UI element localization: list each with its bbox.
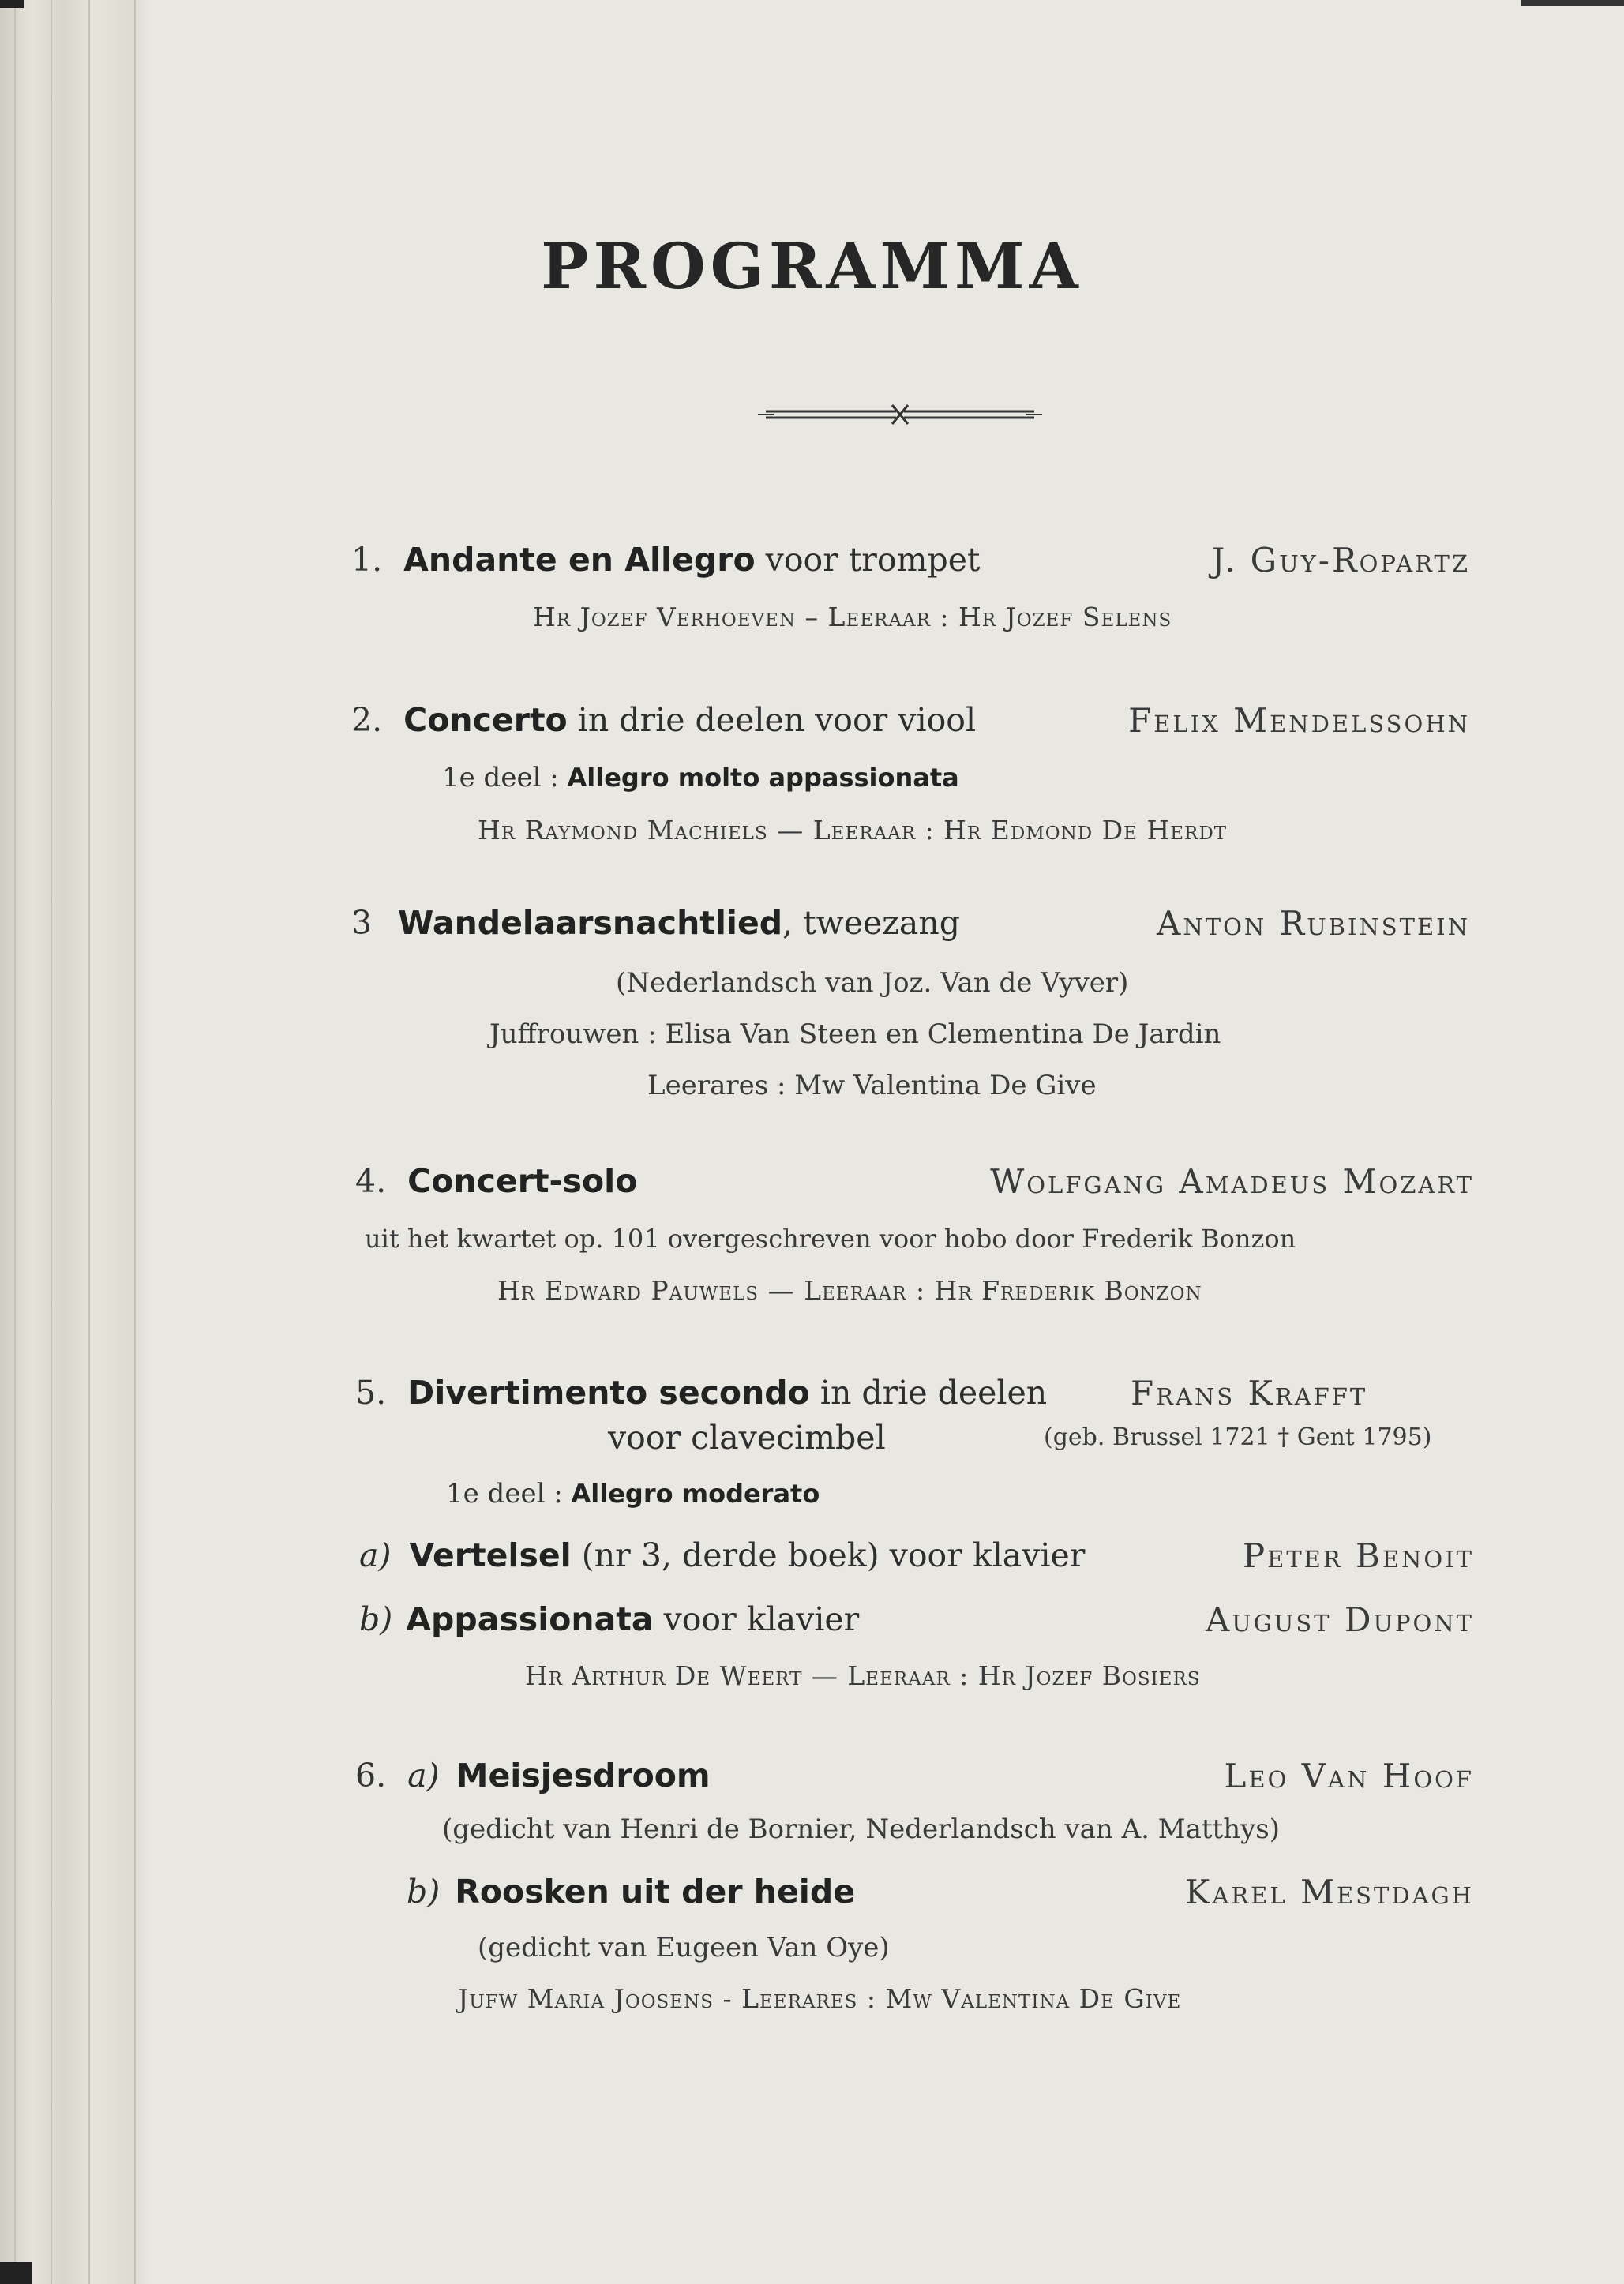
scan-corner (1521, 0, 1624, 6)
arrangement-note: uit het kwartet op. 101 overgeschreven voor hobo door Frederik Bonzon (365, 1224, 1296, 1254)
scan-corner (0, 2262, 32, 2284)
piece-description: voor klavier (653, 1600, 860, 1638)
item-number: 4. (355, 1162, 387, 1200)
piece-title: Vertelsel (409, 1536, 572, 1574)
composer-name: August Dupont (1205, 1600, 1474, 1639)
movement-title: Allegro molto appassionata (567, 763, 959, 793)
sub-item-5a (359, 1536, 1085, 1574)
composer-name: J. Guy-Ropartz (1211, 541, 1470, 579)
page-edge-line (88, 0, 90, 2284)
piece-description: in drie deelen (809, 1374, 1048, 1412)
movement-line (446, 1478, 820, 1510)
scan-corner (0, 0, 24, 8)
composer-name: Frans Krafft (1131, 1374, 1368, 1412)
composer-name: Karel Mestdagh (1185, 1873, 1474, 1911)
composer-name: Peter Benoit (1242, 1536, 1474, 1575)
composer-name: Wolfgang Amadeus Mozart (990, 1162, 1474, 1201)
sub-item-label: b) (407, 1873, 441, 1911)
program-item-4 (355, 1162, 637, 1200)
composer-name: Leo Van Hoof (1224, 1757, 1474, 1795)
piece-title: Roosken uit der heide (455, 1873, 856, 1911)
item-number: 5. (355, 1374, 387, 1412)
page-edge-line (51, 0, 52, 2284)
piece-title: Meisjesdroom (456, 1757, 711, 1795)
program-item-1 (351, 541, 980, 579)
composer-name: Felix Mendelssohn (1128, 701, 1470, 740)
piece-description: voor trompet (755, 541, 981, 579)
piece-description-cont: voor clavecimbel (608, 1419, 886, 1457)
piece-title: Wandelaarsnachtlied (398, 904, 783, 942)
sub-item-6b (407, 1873, 855, 1911)
page-edge-line (134, 0, 136, 2284)
piece-description: in drie deelen voor viool (567, 701, 977, 739)
performer-line: Jufw Maria Joosens - Leerares : Mw Valentina De Give (458, 1983, 1182, 2014)
performer-line: Hr Arthur De Weert — Leeraar : Hr Jozef Bosiers (525, 1660, 1201, 1691)
sub-item-5b (359, 1600, 859, 1638)
item-number: 3 (351, 904, 373, 942)
page-title: PROGRAMMA (541, 229, 1083, 303)
piece-title: Appassionata (406, 1600, 654, 1638)
movement-title: Allegro moderato (571, 1479, 820, 1509)
program-item-2 (351, 701, 976, 739)
composer-name: Anton Rubinstein (1157, 904, 1470, 943)
performer-line: Hr Raymond Machiels — Leeraar : Hr Edmond De Herdt (478, 815, 1228, 846)
page-edge-line (14, 0, 16, 2284)
piece-description: (nr 3, derde boek) voor klavier (571, 1536, 1086, 1574)
ornament-divider (758, 399, 1042, 430)
program-item-6 (355, 1757, 711, 1795)
teacher-line: Leerares : Mw Valentina De Give (647, 1070, 1097, 1101)
item-number: 6. (355, 1757, 387, 1795)
item-number: 1. (351, 541, 383, 579)
composer-dates: (geb. Brussel 1721 † Gent 1795) (1044, 1423, 1432, 1451)
poem-note: (gedicht van Eugeen Van Oye) (478, 1932, 890, 1963)
piece-description: , tweezang (782, 904, 960, 942)
sub-item-label: a) (407, 1757, 440, 1795)
poem-note: (gedicht van Henri de Bornier, Nederlandsch van A. Matthys) (442, 1813, 1281, 1845)
program-item-3 (351, 904, 960, 942)
book-spine (0, 0, 150, 2284)
singers-line: Juffrouwen : Elisa Van Steen en Clementina De Jardin (489, 1018, 1221, 1050)
item-number: 2. (351, 701, 383, 739)
piece-title: Concerto (403, 701, 568, 739)
piece-title: Andante en Allegro (403, 541, 756, 579)
sub-item-label: a) (359, 1536, 392, 1574)
performer-line: Hr Jozef Verhoeven – Leeraar : Hr Jozef Selens (533, 602, 1172, 632)
piece-title: Divertimento secondo (407, 1374, 810, 1412)
movement-prefix: 1e deel : (442, 762, 568, 793)
program-item-5 (355, 1374, 1047, 1412)
piece-title: Concert-solo (407, 1162, 638, 1200)
performer-line: Hr Edward Pauwels — Leeraar : Hr Frederik Bonzon (497, 1275, 1202, 1306)
movement-line (442, 762, 959, 793)
movement-prefix: 1e deel : (446, 1478, 572, 1510)
sub-item-label: b) (359, 1600, 393, 1638)
translation-note: (Nederlandsch van Joz. Van de Vyver) (616, 967, 1129, 999)
